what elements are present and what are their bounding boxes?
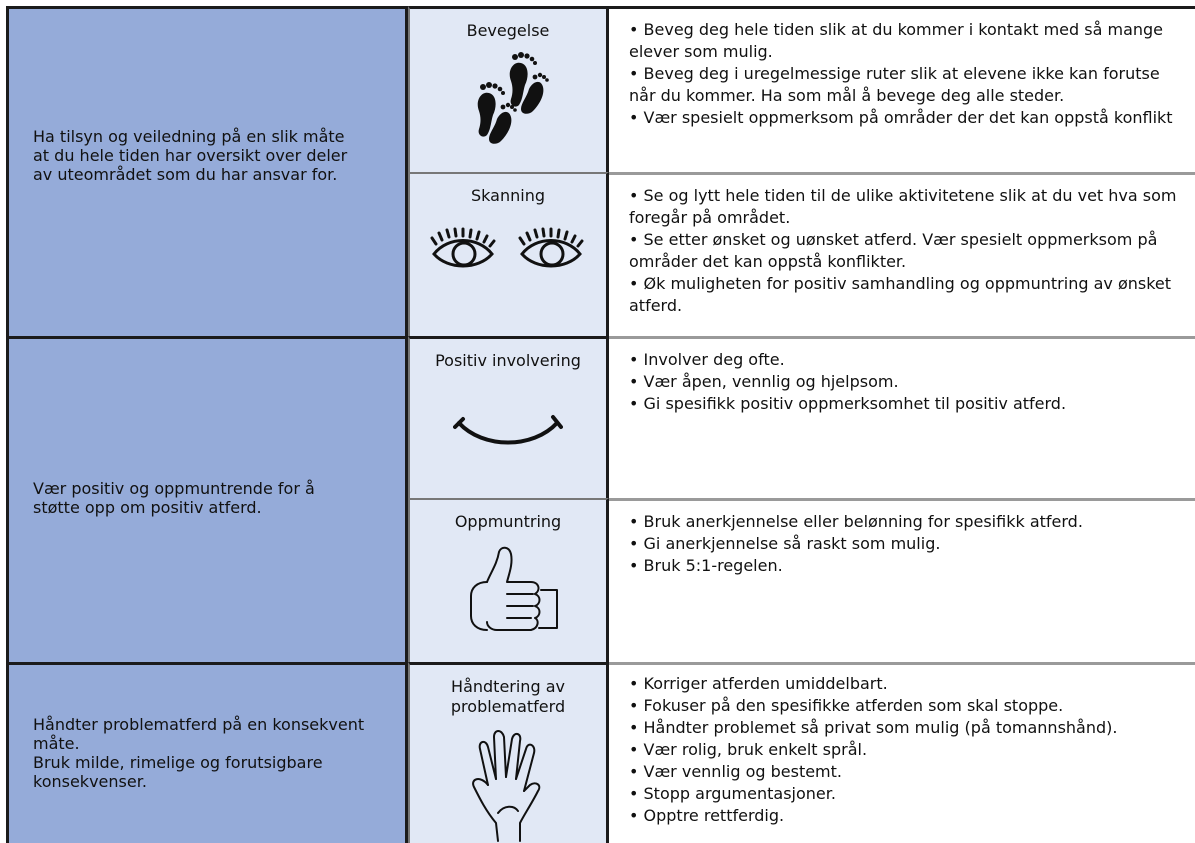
bullet-item: • Vær spesielt oppmerksom på områder der det kan oppstå konflikt	[629, 108, 1173, 127]
section-3-goal-text: Håndter problematferd på en konsekvent måte. Bruk milde, rimelige og forutsigbare konsekvenser.	[33, 715, 365, 791]
bullet-item: • Korriger atferden umiddelbart.	[629, 674, 888, 693]
category-title: Positiv involvering	[435, 351, 581, 370]
eyes-icon	[410, 226, 606, 276]
bullet-item: • Se og lytt hele tiden til de ulike aktivitetene slik at du vet hva som foregår på området.	[629, 186, 1177, 227]
bullet-item: • Gi spesifikk positiv oppmerksomhet til positiv atferd.	[629, 394, 1067, 413]
section-3-goal-cell	[6, 662, 408, 843]
bullet-list	[629, 511, 1185, 577]
bullets-cell-skanning	[609, 172, 1195, 336]
bullets-cell-oppmuntring	[609, 498, 1195, 662]
category-cell-positiv-involvering	[408, 336, 609, 498]
section-1-goal-cell	[6, 6, 408, 336]
stop-hand-icon	[410, 723, 606, 843]
section-2-goal-cell	[6, 336, 408, 662]
section-2-goal-text: Vær positiv og oppmuntrende for å støtte opp om positiv atferd.	[33, 479, 315, 517]
bullet-item: • Øk muligheten for positiv samhandling og oppmuntring av ønsket atferd.	[629, 274, 1172, 315]
bullet-item: • Vær åpen, vennlig og hjelpsom.	[629, 372, 899, 391]
bullets-cell-bevegelse	[609, 6, 1195, 172]
bullet-item: • Beveg deg hele tiden slik at du kommer i kontakt med så mange elever som mulig.	[629, 20, 1164, 61]
bullet-item: • Stopp argumentasjoner.	[629, 784, 836, 803]
bullet-item: • Vær vennlig og bestemt.	[629, 762, 842, 781]
bullet-item: • Vær rolig, bruk enkelt språl.	[629, 740, 868, 759]
category-title: Bevegelse	[466, 21, 550, 40]
footprints-icon	[410, 49, 606, 159]
bullet-item: • Se etter ønsket og uønsket atferd. Vær spesielt oppmerksom på områder det kan oppstå konflikter.	[629, 230, 1158, 271]
bullet-item: • Beveg deg i uregelmessige ruter slik at elevene ikke kan forutse når du kommer. Ha som mål å bevege deg alle steder.	[629, 64, 1160, 105]
bullet-item: • Opptre rettferdig.	[629, 806, 785, 825]
bullet-item: • Bruk anerkjennelse eller belønning for spesifikk atferd.	[629, 512, 1083, 531]
category-cell-handtering	[408, 662, 609, 843]
bullet-list	[629, 673, 1185, 827]
bullet-item: • Involver deg ofte.	[629, 350, 785, 369]
bullet-item: • Fokuser på den spesifikke atferden som skal stoppe.	[629, 696, 1064, 715]
category-title: Oppmuntring	[454, 512, 562, 531]
bullet-item: • Håndter problemet så privat som mulig (på tomannshånd).	[629, 718, 1118, 737]
thumbs-up-icon	[410, 542, 606, 642]
category-cell-skanning	[408, 172, 609, 336]
section-1-goal-text: Ha tilsyn og veiledning på en slik måte at du hele tiden har oversikt over deler av uteområdet som du har ansvar for.	[33, 127, 348, 184]
category-title: Håndtering av problematferd	[450, 677, 566, 716]
bullet-list	[629, 349, 1185, 415]
bullet-item: • Gi anerkjennelse så raskt som mulig.	[629, 534, 941, 553]
bullet-list	[629, 185, 1185, 317]
bullet-item: • Bruk 5:1-regelen.	[629, 556, 783, 575]
bullet-list	[629, 19, 1185, 129]
bullets-cell-positiv-involvering	[609, 336, 1195, 498]
category-title: Skanning	[471, 186, 545, 205]
category-cell-bevegelse	[408, 6, 609, 172]
smile-icon	[410, 411, 606, 451]
category-cell-oppmuntring	[408, 498, 609, 662]
bullets-cell-handtering	[609, 662, 1195, 843]
